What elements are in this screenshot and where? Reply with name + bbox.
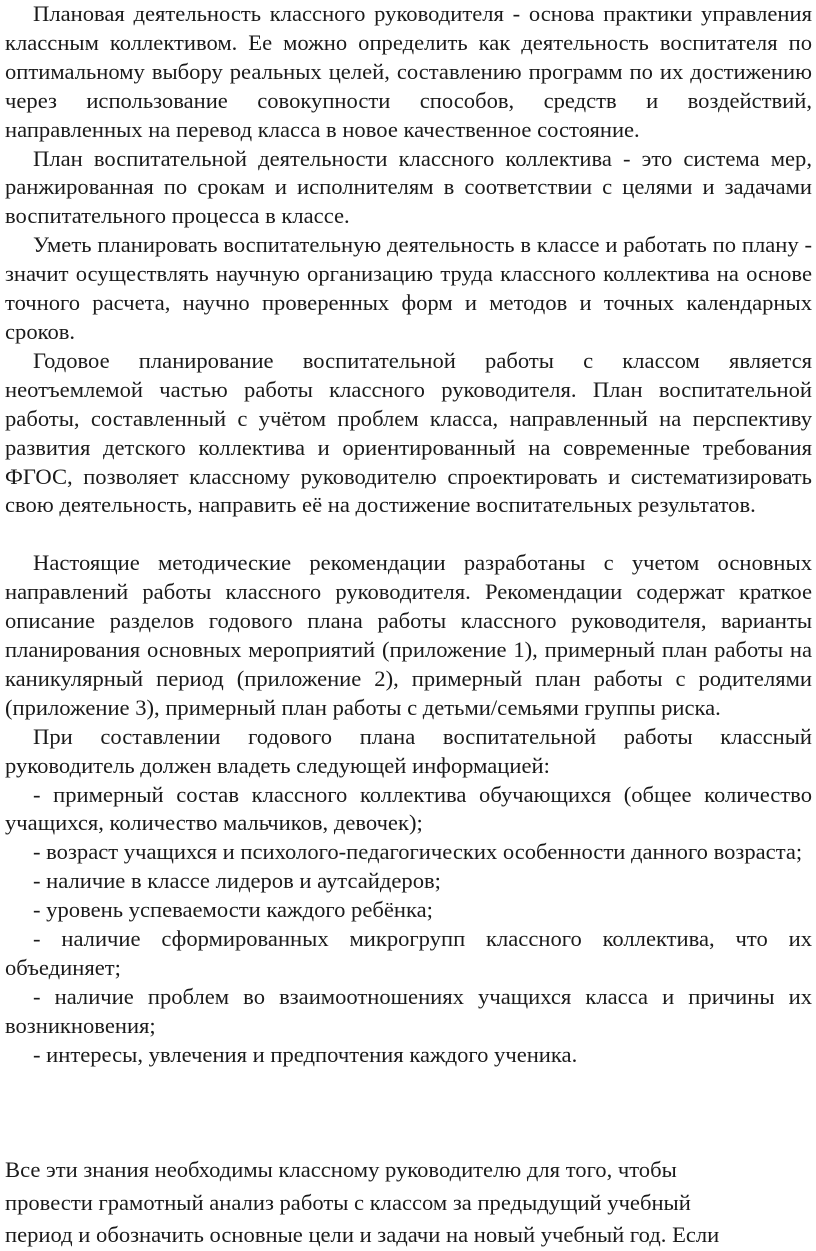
paragraph: Настоящие методические рекомендации разработаны с учетом основных направлений работы классного руководителя. Рекомендации содержат краткое описание разделов годового плана работы классного руководителя, варианты планирования основных мероприятий (приложение 1), примерный план работы на каникулярный период (приложение 2), примерный план работы с родителями (приложение 3), примерный план работы с детьми/семьями группы риска.	[5, 550, 812, 720]
paragraph: При составлении годового плана воспитательной работы классный руководитель должен владеть следующей информацией:	[5, 723, 812, 778]
paragraph: Годовое планирование воспитательной работы с классом является неотъемлемой частью работы классного руководителя. План воспитательной работы, составленный с учётом проблем класса, направленный на перспективу развития детского коллектива и ориентированный на современные требования ФГОС, позволяет классному руководителю спроектировать и систематизировать свою деятельность, направить её на достижение воспитательных результатов.	[5, 347, 812, 518]
text-line: Все эти знания необходимы классному руководителю для того, чтобы	[5, 1157, 677, 1182]
text-line: провести грамотный анализ работы с классом за предыдущий учебный	[5, 1189, 691, 1215]
list-item: - уровень успеваемости каждого ребёнка;	[33, 897, 433, 923]
list-item: - наличие проблем во взаимоотношениях учащихся класса и причины их возникновения;	[5, 983, 812, 1038]
paragraph: Плановая деятельность классного руководителя - основа практики управления классным коллективом. Ее можно определить как деятельность воспитателя по оптимальному выбору реальных целей, составлению программ по их достижению через использование совокупности способов, средств и воздействий, направленных на перевод класса в новое качественное состояние.	[5, 1, 812, 142]
list-item: - возраст учащихся и психолого-педагогических особенности данного возраста;	[33, 839, 803, 865]
list-item: - наличие сформированных микрогрупп классного коллектива, что их объединяет;	[5, 926, 812, 980]
document-body	[5, 0, 812, 1070]
list-item: - интересы, увлечения и предпочтения каждого ученика.	[33, 1041, 578, 1067]
paragraph: Уметь планировать воспитательную деятельность в классе и работать по плану - значит осуществлять научную организацию труда классного коллектива на основе точного расчета, научно проверенных форм и методов и точных календарных сроков.	[5, 232, 812, 344]
text-line: период и обозначить основные цели и задачи на новый учебный год. Если	[5, 1222, 720, 1247]
paragraph: План воспитательной деятельности классного коллектива - это система мер, ранжированная по срокам и исполнителям в соответствии с целями и задачами воспитательного процесса в классе.	[5, 145, 812, 229]
list-item: - наличие в классе лидеров и аутсайдеров;	[33, 868, 441, 894]
closing-paragraph	[5, 1154, 795, 1251]
list-item: - примерный состав классного коллектива обучающихся (общее количество учащихся, количество мальчиков, девочек);	[5, 781, 812, 836]
